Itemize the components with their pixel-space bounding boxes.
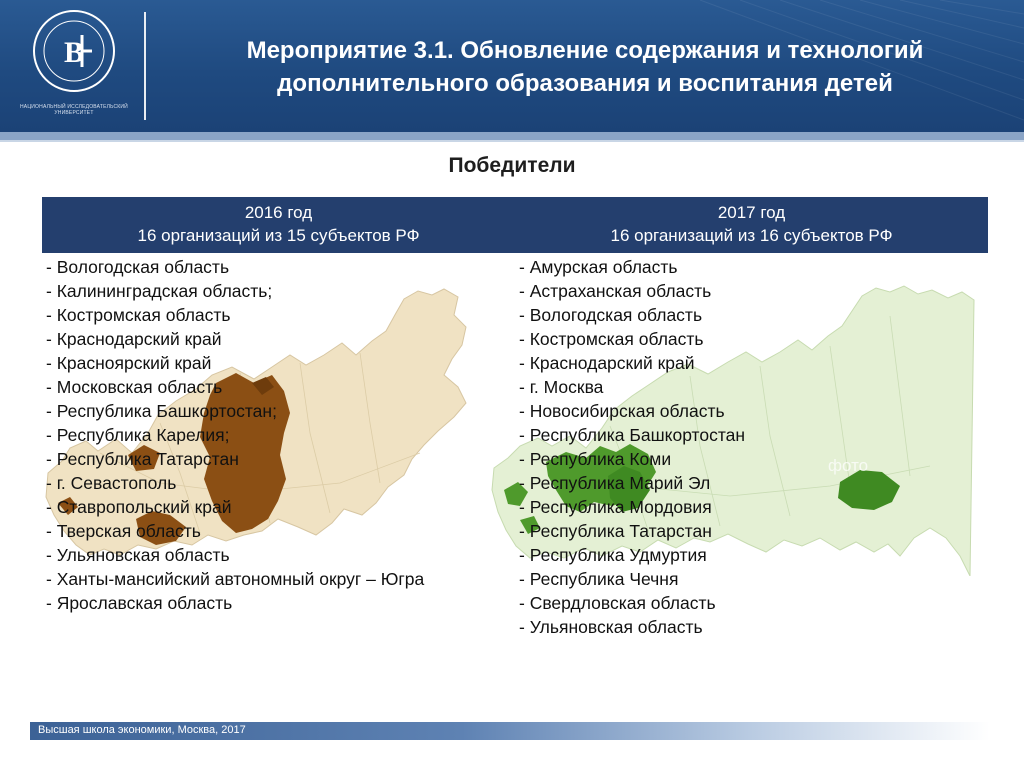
- header-accent-line: [0, 140, 1024, 142]
- header-divider: [144, 12, 146, 120]
- list-item: - Тверская область: [46, 521, 201, 541]
- column-header-2017: [515, 197, 988, 253]
- list-item: - Вологодская область: [46, 257, 230, 277]
- logo-caption: НАЦИОНАЛЬНЫЙ ИССЛЕДОВАТЕЛЬСКИЙ УНИВЕРСИТЕТ: [20, 104, 128, 116]
- list-item: - Ставропольский край: [46, 497, 232, 517]
- list-item: - Ханты-мансийский автономный округ – Югра: [46, 569, 425, 589]
- list-item: - Костромская область: [46, 305, 231, 325]
- list-item: - Костромская область: [519, 329, 704, 349]
- list-item: - Республика Удмуртия: [519, 545, 707, 565]
- list-item: - Свердловская область: [519, 593, 716, 613]
- section-title: Победители: [448, 154, 576, 177]
- list-item: - г. Севастополь: [46, 473, 177, 493]
- footer-text: Высшая школа экономики, Москва, 2017: [38, 724, 246, 736]
- logo-emblem: [14, 10, 134, 100]
- title-line-2: дополнительного образования и воспитания детей: [277, 70, 893, 97]
- column-2016-summary: 16 организаций из 15 субъектов РФ: [137, 226, 420, 245]
- title-line-1: Мероприятие 3.1. Обновление содержания и технологий: [246, 37, 924, 64]
- list-item: - Красноярский край: [46, 353, 212, 373]
- header-accent-bar: [0, 132, 1024, 140]
- list-item: - Московская область: [46, 377, 223, 397]
- list-item: - Ульяновская область: [519, 617, 703, 637]
- hse-logo: [14, 10, 134, 122]
- list-item: - Вологодская область: [519, 305, 703, 325]
- list-item: - Республика Башкортостан;: [46, 401, 277, 421]
- column-header-2016: [42, 197, 515, 253]
- list-item: - Республика Татарстан: [519, 521, 712, 541]
- winners-table-header: [42, 197, 988, 253]
- winners-list-2017: [519, 255, 745, 639]
- list-item: - Астраханская область: [519, 281, 712, 301]
- header-banner: [0, 0, 1024, 132]
- list-item: - Калининградская область;: [46, 281, 273, 301]
- list-item: - г. Москва: [519, 377, 604, 397]
- column-2017-summary: 16 организаций из 16 субъектов РФ: [610, 226, 893, 245]
- list-item: - Республика Чечня: [519, 569, 679, 589]
- map-photo-label: фото: [828, 456, 869, 475]
- list-item: - Новосибирская область: [519, 401, 725, 421]
- list-item: - Республика Коми: [519, 449, 672, 469]
- list-item: - Ульяновская область: [46, 545, 230, 565]
- list-item: - Республика Башкортостан: [519, 425, 746, 445]
- column-2016-year: 2016 год: [244, 203, 313, 222]
- svg-text:В: В: [63, 36, 85, 69]
- footer-bar: [30, 722, 990, 740]
- list-item: - Республика Карелия;: [46, 425, 230, 445]
- list-item: - Республика Мордовия: [519, 497, 712, 517]
- list-item: - Республика Марий Эл: [519, 473, 711, 493]
- list-item: - Краснодарский край: [46, 329, 222, 349]
- page-title: [160, 34, 1010, 100]
- list-item: - Амурская область: [519, 257, 678, 277]
- column-2017-year: 2017 год: [717, 203, 786, 222]
- list-item: - Ярославская область: [46, 593, 233, 613]
- winners-list-2016: [46, 255, 424, 615]
- list-item: - Республика Татарстан: [46, 449, 239, 469]
- list-item: - Краснодарский край: [519, 353, 695, 373]
